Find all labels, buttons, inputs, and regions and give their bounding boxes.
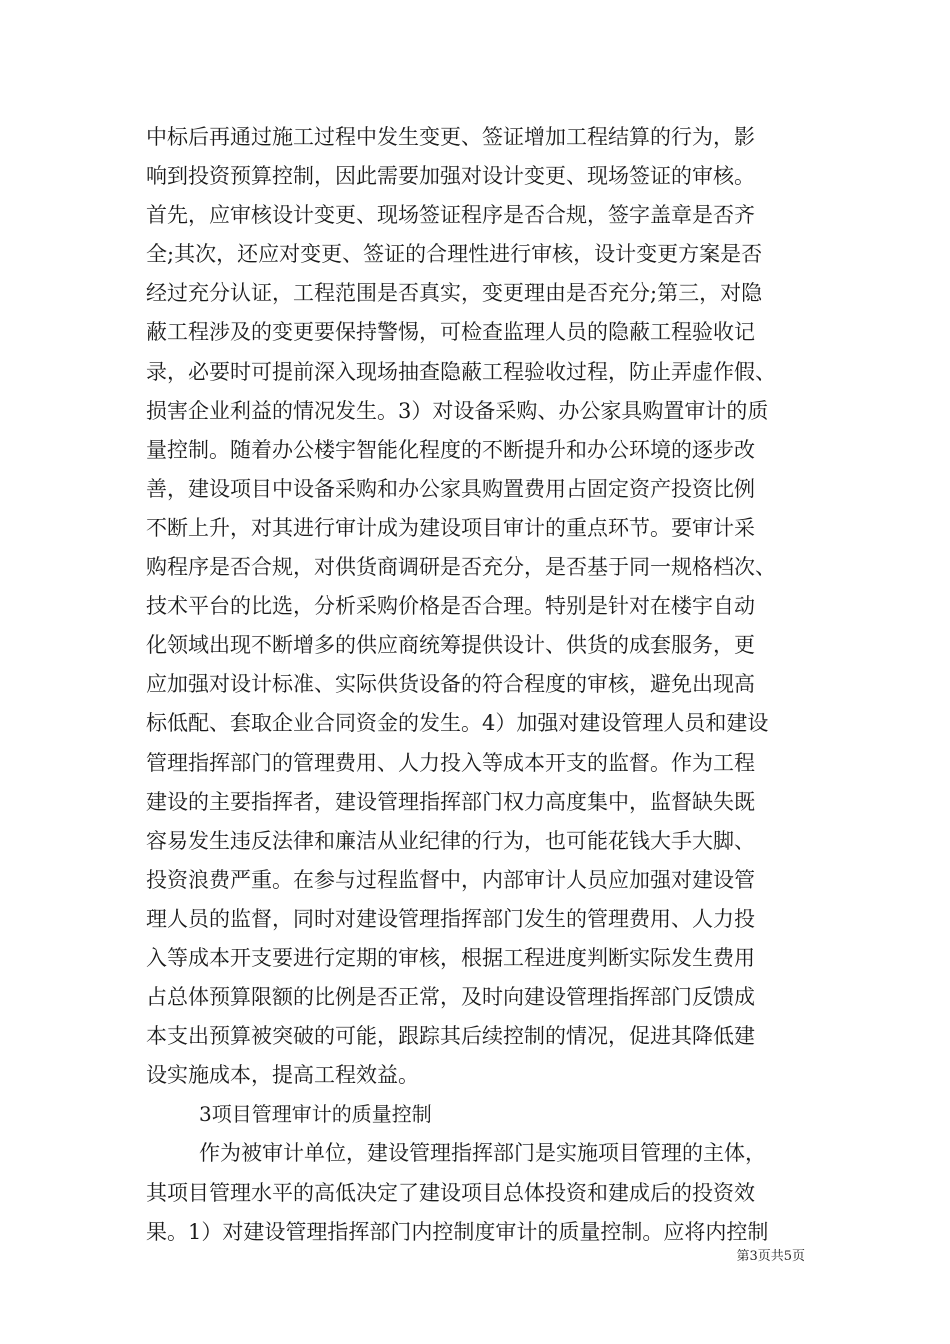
text-line: 全;其次，还应对变更、签证的合理性进行审核，设计变更方案是否 [146, 242, 763, 267]
text-line: 首先，应审核设计变更、现场签证程序是否合规，签字盖章是否齐 [146, 203, 755, 228]
paragraph-first-line: 作为被审计单位，建设管理指挥部门是实施项目管理的主体， [199, 1141, 766, 1166]
text-line: 技术平台的比选，分析采购价格是否合理。特别是针对在楼宇自动 [146, 594, 755, 619]
text-line: 善，建设项目中设备采购和办公家具购置费用占固定资产投资比例 [146, 476, 755, 501]
body-text [146, 118, 816, 1252]
text-line: 管理指挥部门的管理费用、人力投入等成本开支的监督。作为工程 [146, 750, 755, 775]
text-line: 录，必要时可提前深入现场抽查隐蔽工程验收过程，防止弄虚作假、 [146, 359, 776, 384]
text-line: 占总体预算限额的比例是否正常，及时向建设管理指挥部门反馈成 [146, 985, 755, 1010]
page-number: 第3页共5页 [736, 1249, 805, 1264]
text-line: 容易发生违反法律和廉洁从业纪律的行为，也可能花钱大手大脚、 [146, 828, 755, 853]
text-line: 入等成本开支要进行定期的审核，根据工程进度判断实际发生费用 [146, 945, 755, 970]
text-line: 本支出预算被突破的可能，跟踪其后续控制的情况，促进其降低建 [146, 1024, 755, 1049]
text-line: 量控制。随着办公楼宇智能化程度的不断提升和办公环境的逐步改 [146, 437, 755, 462]
text-line: 建设的主要指挥者，建设管理指挥部门权力高度集中，监督缺失既 [146, 789, 755, 814]
page-footer [0, 1245, 950, 1264]
text-line: 投资浪费严重。在参与过程监督中，内部审计人员应加强对建设管 [146, 867, 755, 892]
text-line: 果。1）对建设管理指挥部门内控制度审计的质量控制。应将内控制 [146, 1219, 769, 1244]
text-line: 理人员的监督，同时对建设管理指挥部门发生的管理费用、人力投 [146, 906, 755, 931]
text-line: 不断上升，对其进行审计成为建设项目审计的重点环节。要审计采 [146, 515, 755, 540]
text-line: 中标后再通过施工过程中发生变更、签证增加工程结算的行为，影 [146, 125, 755, 149]
text-line: 其项目管理水平的高低决定了建设项目总体投资和建成后的投资效 [146, 1180, 755, 1205]
section-heading: 3项目管理审计的质量控制 [199, 1102, 432, 1127]
text-line: 标低配、套取企业合同资金的发生。4）加强对建设管理人员和建设 [146, 711, 769, 736]
text-line: 蔽工程涉及的变更要保持警惕，可检查监理人员的隐蔽工程验收记 [146, 320, 755, 345]
text-line: 化领域出现不断增多的供应商统筹提供设计、供货的成套服务，更 [146, 633, 755, 658]
text-line: 响到投资预算控制，因此需要加强对设计变更、现场签证的审核。 [146, 164, 755, 189]
text-line: 设实施成本，提高工程效益。 [146, 1063, 419, 1088]
text-line: 应加强对设计标准、实际供货设备的符合程度的审核，避免出现高 [146, 672, 755, 697]
text-line: 购程序是否合规，对供货商调研是否充分，是否基于同一规格档次、 [146, 555, 776, 580]
text-line: 损害企业利益的情况发生。3）对设备采购、办公家具购置审计的质 [146, 398, 769, 423]
text-line: 经过充分认证，工程范围是否真实，变更理由是否充分;第三，对隐 [146, 281, 763, 306]
